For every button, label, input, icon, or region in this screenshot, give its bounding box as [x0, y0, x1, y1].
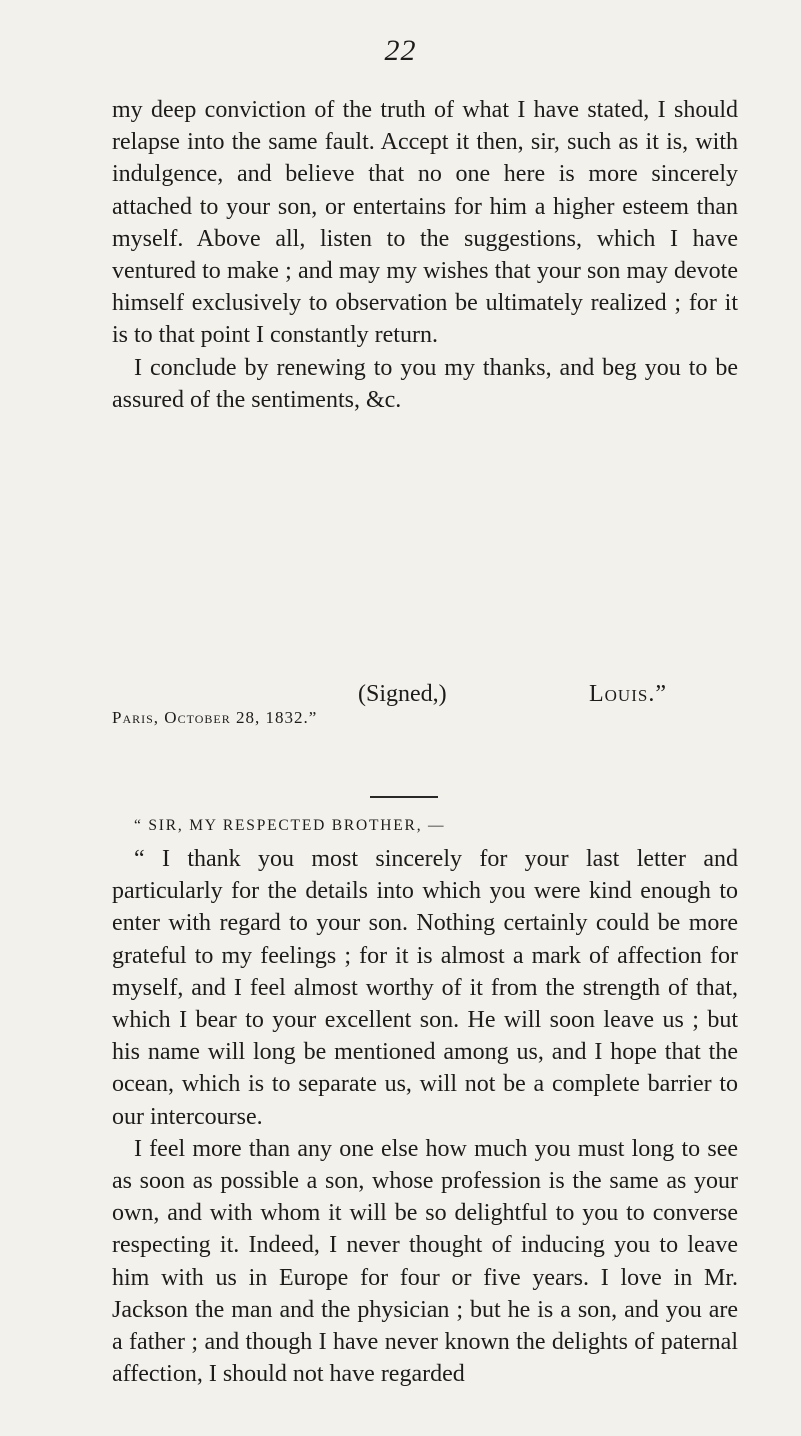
dateline: Paris, October 28, 1832.”	[112, 708, 318, 727]
paragraph: I feel more than any one else how much you must long to see as soon as possible a son, whose profession is the same as your own, and with whom it will be so delightful to you to converse respecting it. Indeed, I never thought of inducing you to leave him with us in Europe for four or five years. I love in Mr. Jackson the man and the physician ; but he is a son, and you are a father ; and though I have never known the delights of paternal affection, I should not have regarded	[112, 1135, 738, 1388]
signer-name: Louis.”	[589, 681, 667, 707]
signed-label: (Signed,)	[358, 681, 447, 707]
paragraph: my deep conviction of the truth of what I have stated, I should relapse into the same fault. Accept it then, sir, such as it is, with indulgence, and believe that no one here is more sincerely attached to your son, or entertains for him a higher esteem than myself. Above all, listen to the suggestions, which I have ventured to make ; and may my wishes that your son may devote himself exclusively to observation be ultimately realized ; for it is to that point I constantly return.	[112, 97, 738, 349]
paragraph: “ I thank you most sincerely for your last letter and particularly for the details into which you were kind enough to enter with regard to your son. Nothing certainly could be more grateful to my feelings ; for it is almost a mark of affection for myself, and I feel almost worthy of it from the strength of that, which I bear to your excellent son. He will soon leave us ; but his name will long be mentioned among us, and I hope that the ocean, which is to separate us, will not be a complete barrier to our intercourse.	[112, 846, 738, 1130]
letter-1-body	[112, 94, 738, 416]
paragraph: I conclude by renewing to you my thanks, and beg you to be assured of the sentiments, &c.	[112, 354, 738, 413]
letter-2-body	[112, 843, 738, 1390]
section-divider	[370, 796, 438, 798]
salutation: “ SIR, MY RESPECTED BROTHER, —	[134, 817, 446, 834]
page-number: 22	[384, 34, 417, 67]
